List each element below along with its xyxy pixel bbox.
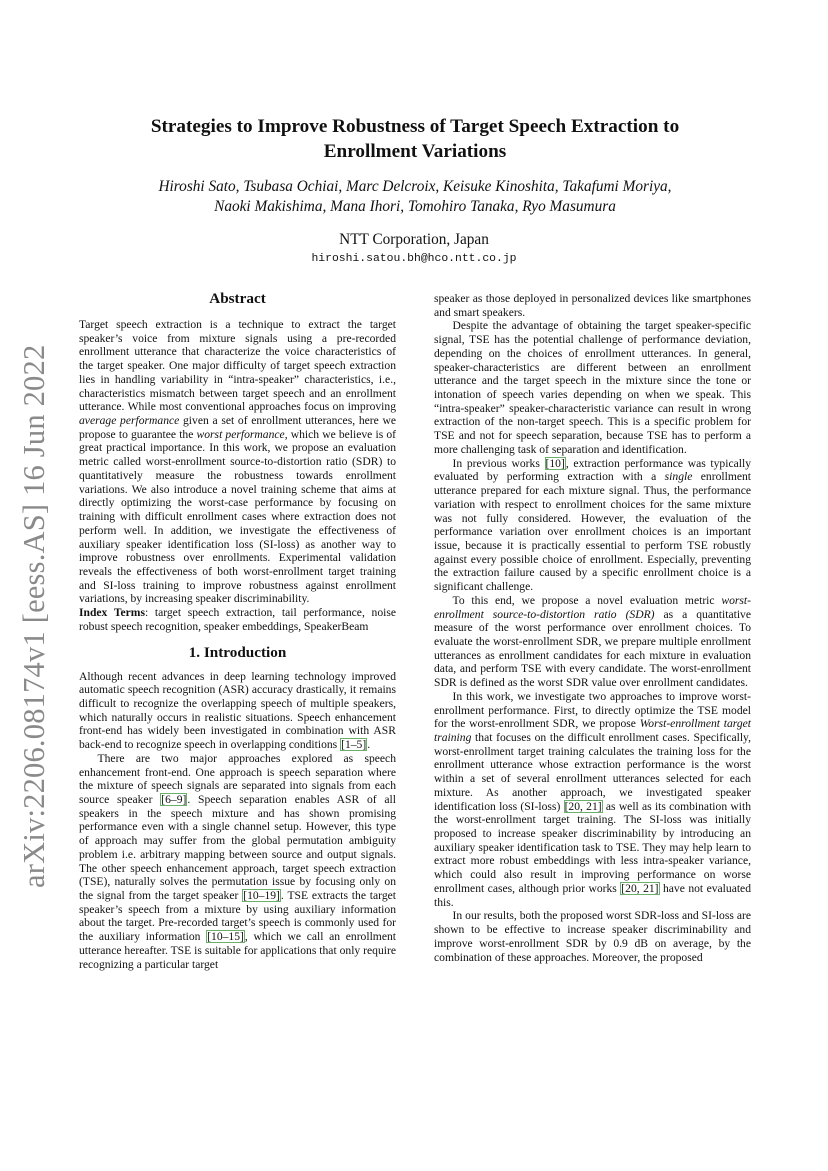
right-paragraph-3: To this end, we propose a novel evaluation metric worst-enrollment source-to-distortion ratio (SDR) as a quantitative measure of the worst performance over enrollment choices. To evaluate the worst-enrollment SDR, we prepare multiple enrollment utterances as enrollment candidates for each mixture in evaluation data, and perform TSE with every candidate. The worst-enrollment SDR is defined as the worst SDR value over enrollment candidates. [434,593,751,690]
authors-line-1: Hiroshi Sato, Tsubasa Ochiai, Marc Delcroix, Keisuke Kinoshita, Takafumi Moriya, [158,178,672,195]
intro-paragraph-2: There are two major approaches explored as speech enhancement front-end. One approach is speech separation where the mixture of speech signals are separated into signals from each source speaker [6–9]. Speech separation enables ASR of all speakers in the speech mixture and has shown promising performance even with a single channel setup. However, this type of approach may suffer from the global permutation ambiguity problem i.e. arbitrary mapping between source and output signals. The other speech enhancement approach, target speech extraction (TSE), naturally solves the permutation issue by focusing only on the signal from the target speaker [10–19]. TSE extracts the target speaker’s speech from a mixture by using auxiliary information about the target. Pre-recorded target’s speech is commonly used for the auxiliary information [10–15], which we call an enrollment utterance hereafter. TSE is suitable for applications that only require recognizing a particular target [79,751,396,971]
right-paragraph-2: In previous works [10], extraction performance was typically evaluated by performing extraction with a single enrollment utterance prepared for each mixture signal. Thus, the performance variation with respect to enrollment choices for the same mixture was not fully considered. However, the evaluation of the performance variation over enrollment choices is an important issue, because it is practically essential to perform TSE robustly against every possible choice of enrollment. Especially, preventing the extraction failure caused by a specific enrollment choice is a significant challenge. [434,456,751,594]
paper-title [100,114,730,164]
citation-link[interactable]: [20, 21] [621,881,659,895]
right-paragraph-0: speaker as those deployed in personalized devices like smartphones and smart speakers. [434,292,751,319]
right-column [434,292,751,964]
citation-link[interactable]: [1–5] [341,738,367,752]
left-column [79,290,396,971]
intro-paragraph-1: Although recent advances in deep learning technology improved automatic speech recognition (ASR) accuracy drastically, it remains difficult to recognize the overlapping speech of multiple speakers, which naturally occurs in realistic situations. Speech enhancement front-end has widely been investigated in combination with ASR back-end to recognize speech in overlapping conditions [1–5]. [79,669,396,752]
abstract-heading: Abstract [209,290,266,307]
abstract-body: Target speech extraction is a technique to extract the target speaker’s voice from mixture signals using a pre-recorded enrollment utterance that characterize the voice characteristics of the target speaker. One major difficulty of target speech extraction lies in handling variability in “intra-speaker” characteristics, i.e., characteristics mismatch between target speech and an enrollment utterance. While most conventional approaches focus on improving average performance given a set of enrollment utterances, here we propose to guarantee the worst performance, which we believe is of great practical importance. In this work, we propose an evaluation metric called worst-enrollment source-to-distortion ratio (SDR) to quantitatively measure the robustness towards enrollment variations. We also introduce a novel training scheme that aims at directly optimizing the worst-case performance by focusing on training with difficult enrollment cases where extraction does not perform well. In addition, we investigate the effectiveness of auxiliary speaker identification loss (SI-loss) as another way to improve robustness over enrollments. Experimental validation reveals the effectiveness of both worst-enrollment target training and SI-loss training to improve robustness against enrollment variations, by increasing speaker discriminability. [79,318,397,606]
right-paragraph-1: Despite the advantage of obtaining the target speaker-specific signal, TSE has the potential challenge of performance deviation, depending on the choices of enrollment utterances. In general, speaker-characteristics are different between an enrollment utterance and the target speech in the mixture since the tone or intonation of speech varies depending on when we speak. This “intra-speaker” speaker-characteristic variance can result in wrong extraction of the non-target speech. This is a specific problem for TSE and not for speech separation, because TSE has to perform a more challenging task of separation and identification. [434,319,751,456]
citation-link[interactable]: [10] [545,456,565,470]
right-paragraph-4: In this work, we investigate two approaches to improve worst-enrollment performance. First, to directly optimize the TSE model for the worst-enrollment SDR, we propose Worst-enrollment target training that focuses on the difficult enrollment cases. Specifically, worst-enrollment target training calculates the training loss for the enrollment utterance whose extraction performance is the worst within a set of several enrollment utterances selected for each mixture. As another approach, we investigated speaker identification loss (SI-loss) [20, 21] as well as its combination with the worst-enrollment target training. The SI-loss was initially proposed to increase speaker discriminability by introducing an auxiliary speaker identification task to TSE. They may help learn to extract more robust embeddings with less intra-speaker variance, which could also result in improving performance on worse enrollment cases, although prior works [20, 21] have not evaluated this. [434,689,752,909]
citation-link[interactable]: [10–15] [207,930,244,944]
arxiv-identifier-stamp: arXiv:2206.08174v1 [eess.AS] 16 Jun 2022 [17,344,51,888]
title-line-1: Strategies to Improve Robustness of Target Speech Extraction to [150,116,680,137]
affiliation: NTT Corporation, Japan [339,231,489,248]
citation-link[interactable]: [10–19] [243,889,280,903]
introduction-heading: 1. Introduction [188,643,287,661]
contact-email[interactable]: hiroshi.satou.bh@hco.ntt.co.jp [311,253,517,265]
citation-link[interactable]: [20, 21] [564,799,602,813]
title-line-2: Enrollment Variations [323,141,507,162]
right-paragraph-5: In our results, both the proposed worst SDR-loss and SI-loss are shown to be effective to increase speaker discriminability and improve worst-enrollment SDR by 0.9 dB on average, by the combination of these approaches. Moreover, the proposed [434,909,751,964]
index-terms: Index Terms: target speech extraction, tail performance, noise robust speech recognition, speaker embeddings, SpeakerBeam [79,606,396,633]
author-list [110,177,720,217]
citation-link[interactable]: [6–9] [161,793,187,806]
authors-line-2: Naoki Makishima, Mana Ihori, Tomohiro Tanaka, Ryo Masumura [214,198,616,215]
